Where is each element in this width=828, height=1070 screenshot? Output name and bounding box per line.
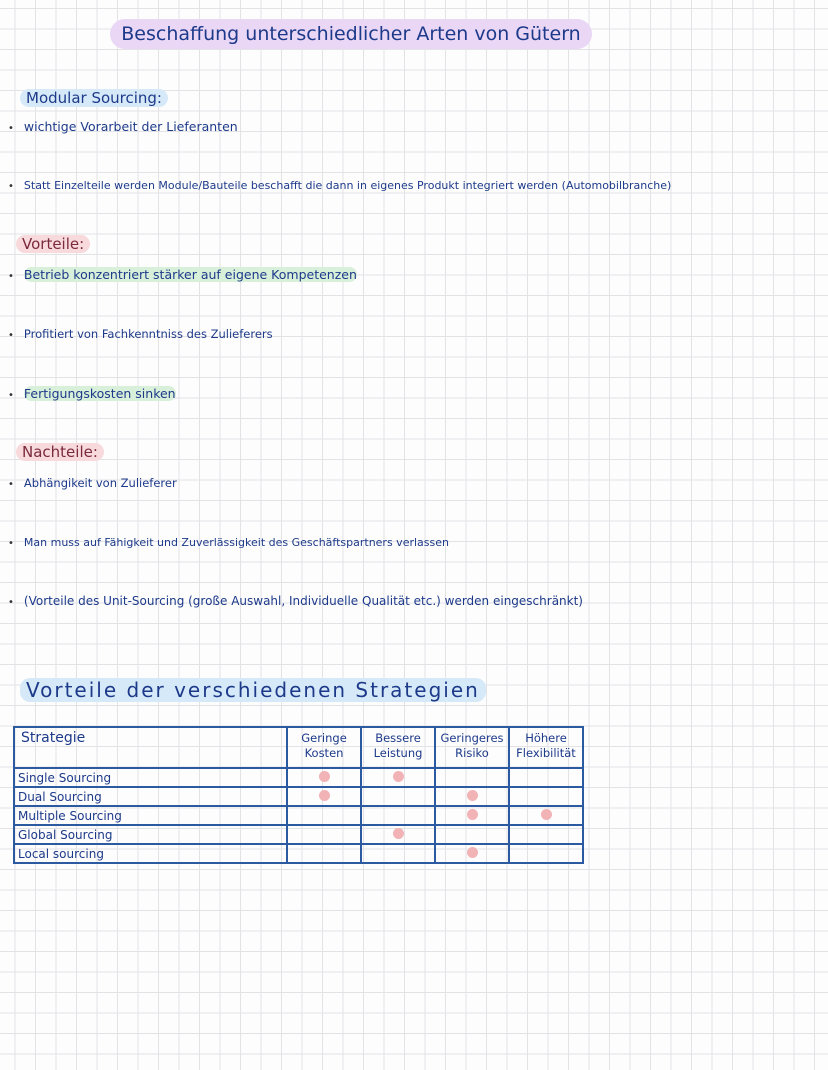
list-item: • Abhängikeit von Zulieferer: [8, 476, 177, 490]
table-cell: [361, 844, 435, 863]
dot-marker-icon: [467, 790, 478, 801]
dot-marker-icon: [541, 809, 552, 820]
section-heading-modular-sourcing: [20, 89, 168, 107]
item-text: Betrieb konzentriert stärker auf eigene Kompetenzen: [23, 267, 357, 282]
section-heading-nachteile: [16, 443, 104, 461]
table-cell: [287, 825, 361, 844]
column-header: Geringe Kosten: [287, 727, 361, 768]
dot-marker-icon: [319, 790, 330, 801]
section-heading-strategien: [20, 678, 486, 702]
table-cell: [435, 844, 509, 863]
table-cell: [287, 844, 361, 863]
column-header: Höhere Flexibilität: [509, 727, 583, 768]
table-cell: [361, 787, 435, 806]
section-heading-vorteile: [16, 235, 90, 253]
heading-text: Vorteile:: [16, 235, 90, 253]
dot-marker-icon: [467, 809, 478, 820]
dot-marker-icon: [393, 771, 404, 782]
page-title: Beschaffung unterschiedlicher Arten von Gütern: [110, 19, 592, 49]
list-item: • Profitiert von Fachkenntniss des Zulieferers: [8, 327, 273, 341]
strategy-name: Multiple Sourcing: [14, 806, 287, 825]
table-cell: [361, 825, 435, 844]
table-cell: [509, 787, 583, 806]
table-cell: [435, 787, 509, 806]
dot-marker-icon: [467, 847, 478, 858]
strategy-table: [13, 726, 584, 864]
column-header: Geringeres Risiko: [435, 727, 509, 768]
item-text: Fertigungskosten sinken: [23, 386, 176, 401]
heading-text: Modular Sourcing:: [20, 89, 168, 107]
table-header-row: [14, 727, 583, 768]
table-cell: [435, 768, 509, 787]
list-item: [8, 386, 176, 401]
table-cell: [361, 806, 435, 825]
strategy-name: Local sourcing: [14, 844, 287, 863]
table-cell: [435, 825, 509, 844]
table-cell: [287, 768, 361, 787]
table-cell: [509, 844, 583, 863]
list-item: • wichtige Vorarbeit der Lieferanten: [8, 119, 238, 134]
table-row: [14, 825, 583, 844]
table-row: [14, 787, 583, 806]
heading-text: Vorteile der verschiedenen Strategien: [20, 678, 486, 702]
strategy-name: Single Sourcing: [14, 768, 287, 787]
dot-marker-icon: [319, 771, 330, 782]
table-row: [14, 844, 583, 863]
table-cell: [287, 787, 361, 806]
list-item: • Statt Einzelteile werden Module/Bauteile beschafft die dann in eigenes Produkt integriert werden (Automobilbranche): [8, 179, 671, 192]
table-cell: [287, 806, 361, 825]
table-row: [14, 768, 583, 787]
table-cell: [509, 768, 583, 787]
column-header: Strategie: [14, 727, 287, 768]
table-cell: [509, 825, 583, 844]
table-cell: [361, 768, 435, 787]
column-header: Bessere Leistung: [361, 727, 435, 768]
list-item: • (Vorteile des Unit-Sourcing (große Auswahl, Individuelle Qualität etc.) werden eingeschränkt): [8, 594, 583, 608]
table-row: [14, 806, 583, 825]
table-cell: [509, 806, 583, 825]
strategy-name: Global Sourcing: [14, 825, 287, 844]
list-item: • Man muss auf Fähigkeit und Zuverlässigkeit des Geschäftspartners verlassen: [8, 536, 449, 549]
list-item: [8, 267, 357, 282]
strategy-name: Dual Sourcing: [14, 787, 287, 806]
dot-marker-icon: [393, 828, 404, 839]
table-cell: [435, 806, 509, 825]
heading-text: Nachteile:: [16, 443, 104, 461]
